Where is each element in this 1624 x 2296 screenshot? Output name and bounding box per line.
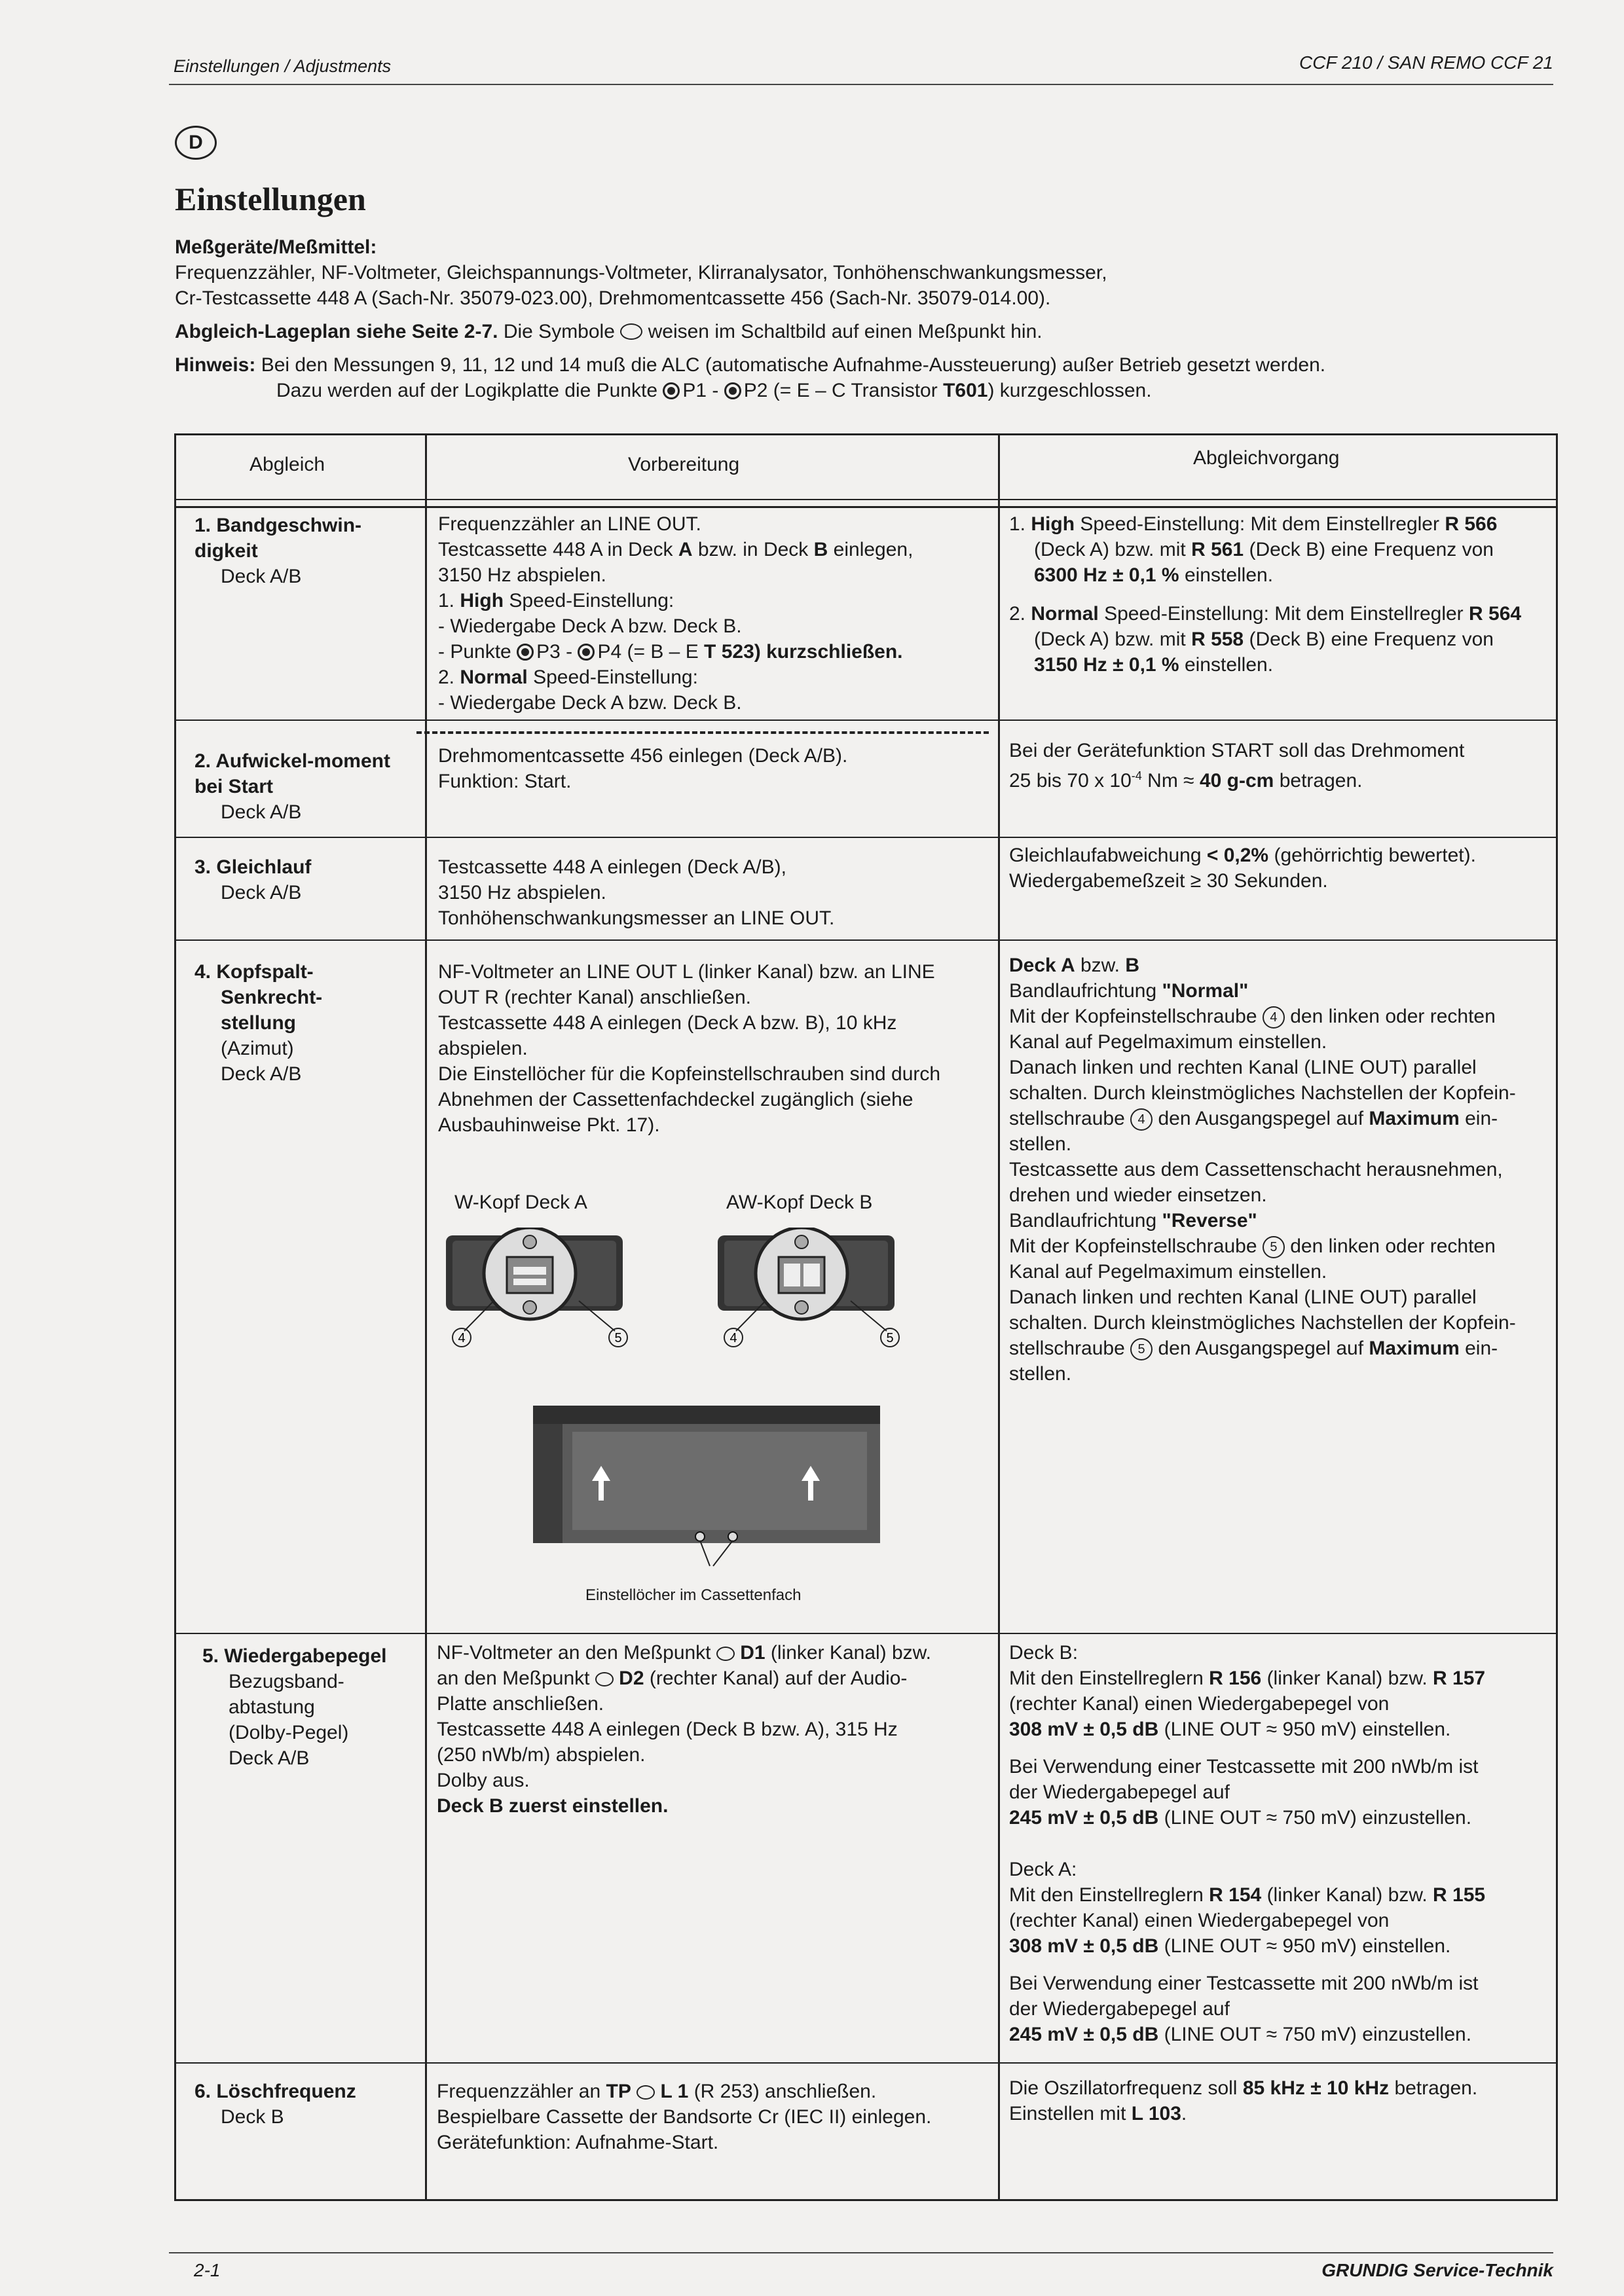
screw-4-marker: 4 [1263,1006,1285,1029]
row1-title: 1. Bandgeschwin-digkeit Deck A/B [194,515,362,587]
header-abgleichvorgang: Abgleichvorgang [1193,447,1340,469]
header-rule [169,84,1553,85]
header-vorbereitung: Vorbereitung [628,454,740,475]
test-point-icon [578,644,595,661]
w-head-image [445,1228,654,1365]
intro-block: Meßgeräte/Meßmittel: Frequenzzähler, NF-Voltmeter, Gleichspannungs-Voltmeter, Klirranalysator, Tonhöhenschwankungsmesser, Cr-Testcassette 448 A (Sach-Nr. 35079-023.00), Drehmomentcassette 456 (Sach-Nr. 35079-014.00). Abgleich-Lageplan siehe Seite 2-7. Die Symbole weisen im Schaltbild auf einen Meßpunkt hin. Hinweis: Bei den Messungen 9, 11, 12 und 14 muß die ALC (automatische Aufnahme-Aussteuerung) außer Betrieb gesetzt werden. Dazu werden auf der Logikplatte die Punkte P1 - P2 (= E – C Transistor T601) kurzgeschlossen. [175,234,1557,403]
row1-preparation: Frequenzzähler an LINE OUT. Testcassette 448 A in Deck A bzw. in Deck B einlegen, 3150 Hz abspielen. 1. High Speed-Einstellung: - Wiedergabe Deck A bzw. Deck B. - Punkte P3 - P4 (= B – E T 523) kurzschließen. 2. Normal Speed-Einstellung: - Wiedergabe Deck A bzw. Deck B. [438,513,913,714]
note-line1: Bei den Messungen 9, 11, 12 und 14 muß die ALC (automatische Aufnahme-Aussteuerung) außer Betrieb gesetzt werden. [261,354,1326,376]
photo-caption: Einstellöcher im Cassettenfach [585,1586,802,1604]
header-right: CCF 210 / SAN REMO CCF 21 [1299,52,1553,73]
measuring-point-icon [716,1647,735,1661]
row3-procedure: Gleichlaufabweichung < 0,2% (gehörrichtig bewertet). Wiedergabemeßzeit ≥ 30 Sekunden. [1009,845,1476,892]
dashed-separator [416,731,989,734]
page-title: Einstellungen [175,181,366,217]
row4-title: 4. Kopfspalt- Senkrecht- stellung (Azimut) Deck A/B [194,961,323,1085]
row6-procedure: Die Oszillatorfrequenz soll 85 kHz ± 10 kHz betragen. Einstellen mit L 103. [1009,2077,1478,2124]
layout-ref: Abgleich-Lageplan siehe Seite 2-7. [175,321,498,342]
screw-5-marker: 5 [1263,1236,1285,1258]
row5-procedure: Deck B: Mit den Einstellreglern R 156 (linker Kanal) bzw. R 157 (rechter Kanal) einen Wiedergabepegel von 308 mV ± 0,5 dB (LINE OUT ≈ 950 mV) einstellen. Bei Verwendung einer Testcassette mit 200 nWb/m ist der Wiedergabepegel auf 245 mV ± 0,5 dB (LINE OUT ≈ 750 mV) einzustellen. Deck A: Mit den Einstellreglern R 154 (linker Kanal) bzw. R 155 (rechter Kanal) einen Wiedergabepegel von 308 mV ± 0,5 dB (LINE OUT ≈ 950 mV) einstellen. Bei Verwendung einer Testcassette mit 200 nWb/m ist der Wiedergabepegel auf 245 mV ± 0,5 dB (LINE OUT ≈ 750 mV) einzustellen. [1009,1642,1486,2045]
w-head-label: W-Kopf Deck A [454,1192,587,1213]
test-point-icon [724,382,741,399]
row2-procedure: Bei der Gerätefunktion START soll das Drehmoment 25 bis 70 x $10^{-4}$ Nm ≈ 40 g-cm betragen. [1009,740,1465,792]
callout-4: 4 [458,1331,466,1345]
measuring-point-icon [595,1672,614,1686]
callout-4: 4 [729,1331,737,1345]
measuring-point-icon [620,323,642,340]
note-label: Hinweis: [175,354,256,376]
row2-title: 2. Aufwickel-moment bei Start Deck A/B [194,750,390,823]
aw-head-image [716,1228,926,1365]
instruments-line1: Frequenzzähler, NF-Voltmeter, Gleichspannungs-Voltmeter, Klirranalysator, Tonhöhenschwankungsmesser, [175,262,1107,283]
test-point-icon [663,382,680,399]
test-point-icon [517,644,534,661]
row4-preparation: NF-Voltmeter an LINE OUT L (linker Kanal) bzw. an LINE OUT R (rechter Kanal) anschließen. Testcassette 448 A einlegen (Deck A bzw. B), 10 kHz abspielen. Die Einstellöcher für die Kopfeinstellschrauben sind durch Abnehmen der Cassettenfachdeckel zugänglich (siehe Ausbauhinweise Pkt. 17). [438,961,941,1136]
row4-procedure: Deck A bzw. B Bandlaufrichtung "Normal" Mit der Kopfeinstellschraube 4 den linken oder rechten Kanal auf Pegelmaximum einstellen. Danach linken und rechten Kanal (LINE OUT) parallel schalten. Durch kleinstmögliches Nachstellen der Kopfein- stellschraube 4 den Ausgangspegel auf Maximum ein- stellen. Testcassette aus dem Cassettenschacht herausnehmen, drehen und wieder einsetzen. Bandlaufrichtung "Reverse" Mit der Kopfeinstellschraube 5 den linken oder rechten Kanal auf Pegelmaximum einstellen. Danach linken und rechten Kanal (LINE OUT) parallel schalten. Durch kleinstmögliches Nachstellen der Kopfein- stellschraube 5 den Ausgangspegel auf Maximum ein- stellen. [1009,955,1516,1385]
instruments-label: Meßgeräte/Meßmittel: [175,236,377,258]
screw-4-marker: 4 [1130,1108,1153,1131]
row1-procedure: 1. High Speed-Einstellung: Mit dem Einstellregler R 566 (Deck A) bzw. mit R 561 (Deck B) eine Frequenz von 6300 Hz ± 0,1 % einstellen. 2. Normal Speed-Einstellung: Mit dem Einstellregler R 564 (Deck A) bzw. mit R 558 (Deck B) eine Frequenz von 3150 Hz ± 0,1 % einstellen. [1009,513,1522,676]
cassette-compartment-photo [533,1406,880,1569]
header-left: Einstellungen / Adjustments [174,56,392,76]
row5-preparation: NF-Voltmeter an den Meßpunkt D1 (linker Kanal) bzw. an den Meßpunkt D2 (rechter Kanal) auf der Audio- Platte anschließen. Testcassette 448 A einlegen (Deck B bzw. A), 315 Hz (250 nWb/m) abspielen. Dolby aus. Deck B zuerst einstellen. [437,1642,932,1817]
note-line2: Dazu werden auf der Logikplatte die Punkte P1 - P2 (= E – C Transistor T601) kurzgeschlossen. [276,380,1152,401]
header-abgleich: Abgleich [249,454,325,475]
callout-5: 5 [614,1331,622,1345]
adjustment-table [174,433,1558,2201]
row6-preparation: Frequenzzähler an TP L 1 (R 253) anschließen. Bespielbare Cassette der Bandsorte Cr (IEC II) einlegen. Gerätefunktion: Aufnahme-Start. [437,2081,932,2153]
footer-publisher: GRUNDIG Service-Technik [1321,2260,1553,2280]
page-number: 2-1 [194,2260,221,2280]
aw-head-label: AW-Kopf Deck B [726,1192,873,1213]
row5-title: 5. Wiedergabepegel Bezugsband- abtastung (Dolby-Pegel) Deck A/B [202,1645,387,1769]
measuring-point-icon [637,2085,655,2100]
row3-title: 3. Gleichlauf Deck A/B [194,856,312,903]
callout-5: 5 [886,1331,894,1345]
screw-5-marker: 5 [1130,1338,1153,1360]
row3-preparation: Testcassette 448 A einlegen (Deck A/B), 3150 Hz abspielen. Tonhöhenschwankungsmesser an LINE OUT. [438,856,835,929]
footer-rule [169,2252,1553,2253]
row6-title: 6. Löschfrequenz Deck B [194,2081,356,2128]
row2-preparation: Drehmomentcassette 456 einlegen (Deck A/B). Funktion: Start. [438,745,848,792]
language-badge: D [175,126,217,160]
instruments-line2: Cr-Testcassette 448 A (Sach-Nr. 35079-023.00), Drehmomentcassette 456 (Sach-Nr. 35079-014.00). [175,287,1051,309]
